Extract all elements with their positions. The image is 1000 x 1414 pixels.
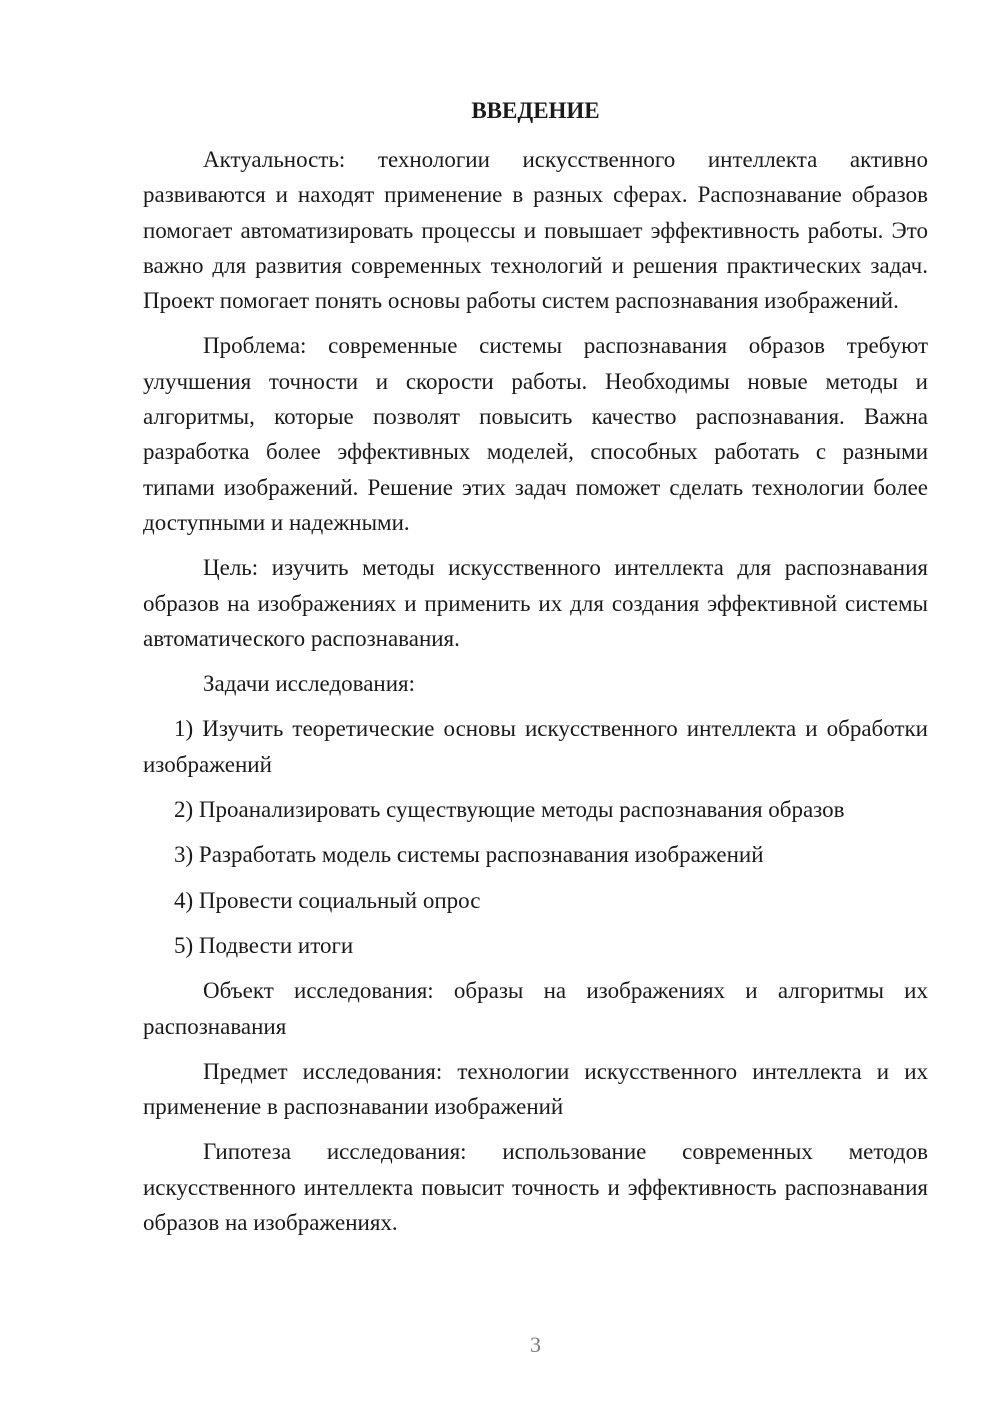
list-item-task-5: 5) Подвести итоги [174,932,354,958]
page-title: ВВЕДЕНИЕ [471,98,600,123]
list-item-task-4: 4) Провести социальный опрос [174,887,481,913]
paragraph-subject: Предмет исследования: технологии искусственного интеллекта и их применение в распознавании изображений [143,1058,928,1120]
paragraph-hypothesis: Гипотеза исследования: использование современных методов искусственного интеллекта повысит точность и эффективность распознавания образов на изображениях. [143,1139,928,1236]
list-item-task-2: 2) Проанализировать существующие методы распознавания образов [174,797,845,823]
list-item-task-1: 1) Изучить теоретические основы искусственного интеллекта и обработки изображений [143,716,928,777]
document-body [143,142,928,1250]
page-number: 3 [530,1332,541,1357]
paragraph-goal: Цель: изучить методы искусственного интеллекта для распознавания образов на изображениях и применить их для создания эффективной системы автоматического распознавания. [143,555,928,651]
paragraph-problem: Проблема: современные системы распознавания образов требуют улучшения точности и скорости работы. Необходимы новые методы и алгоритмы, которые позволят повысить качество распознавания. Важна разработка более эффективных моделей, способных работать с разными типами изображений. Решение этих задач поможет сделать технологии более доступными и надежными. [143,333,928,535]
paragraph-relevance: Актуальность: технологии искусственного интеллекта активно развиваются и находят применение в разных сферах. Распознавание образов помогает автоматизировать процессы и повышает эффективность работы. Это важно для развития современных технологий и решения практических задач. Проект помогает понять основы работы систем распознавания изображений. [143,147,928,314]
tasks-heading: Задачи исследования: [203,671,416,697]
paragraph-object: Объект исследования: образы на изображениях и алгоритмы их распознавания [143,978,928,1039]
list-item-task-3: 3) Разработать модель системы распознавания изображений [174,842,764,868]
